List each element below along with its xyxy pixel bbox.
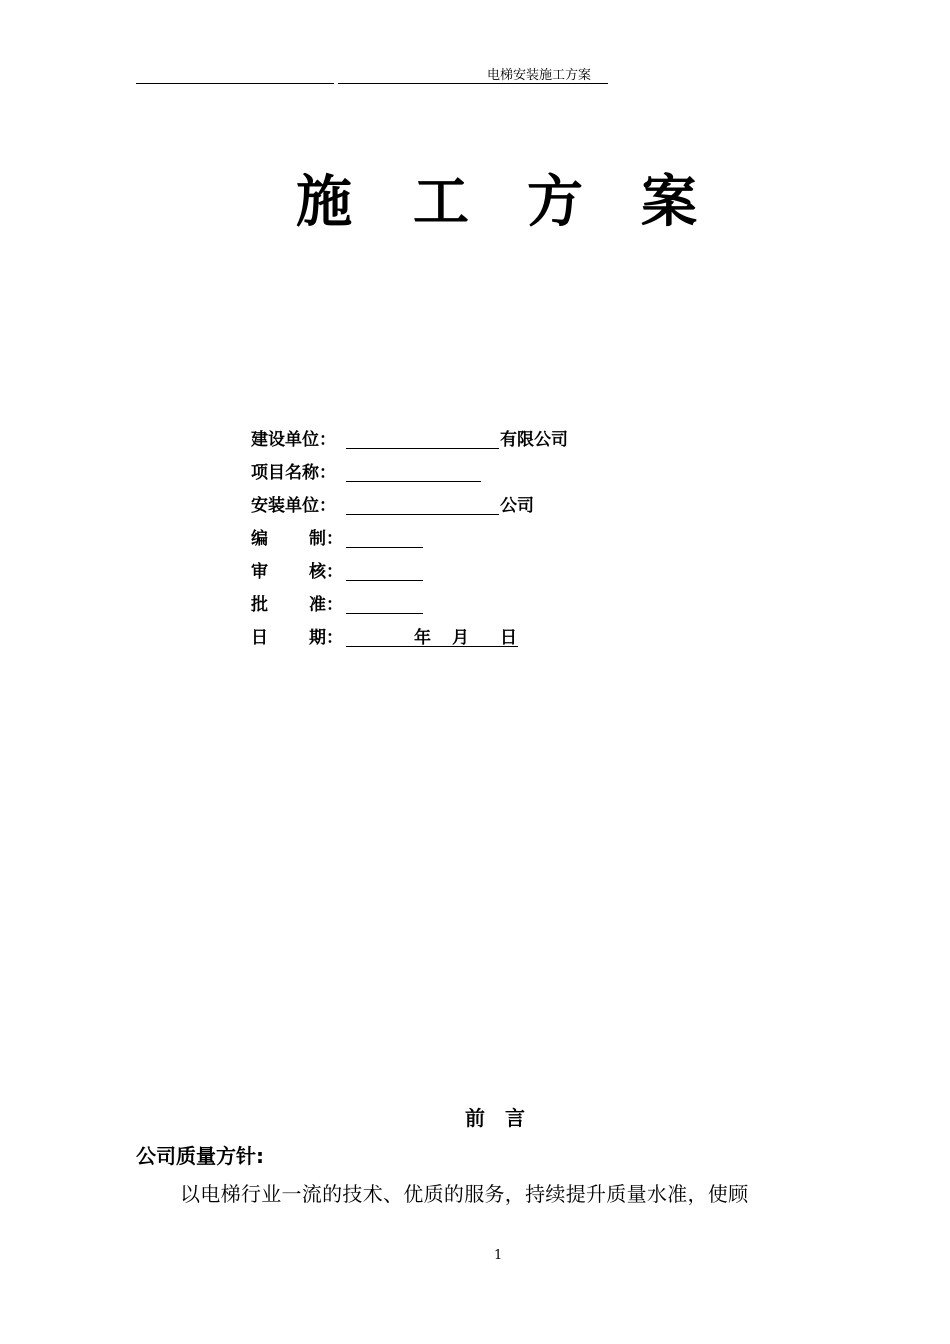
construction-unit-suffix: 有限公司 — [500, 430, 568, 450]
date-day: 日 — [500, 628, 517, 648]
title-char-3: 方 — [527, 170, 583, 235]
install-unit-label: 安装单位： — [251, 496, 336, 516]
date-year: 年 — [414, 628, 431, 648]
header-rule-right — [338, 83, 608, 84]
date-month: 月 — [452, 628, 469, 648]
project-name-label: 项目名称： — [251, 463, 336, 483]
approved-label-b: 准： — [309, 595, 343, 615]
quality-policy-heading: 公司质量方针: — [136, 1144, 264, 1168]
compiled-label-a: 编 — [251, 529, 268, 549]
reviewed-blank — [346, 580, 423, 581]
compiled-blank — [346, 547, 423, 548]
construction-unit-label: 建设单位： — [251, 430, 336, 450]
compiled-label-b: 制： — [309, 529, 343, 549]
date-label-b: 期： — [309, 628, 343, 648]
header-rule-left — [136, 83, 334, 84]
approved-label-a: 批 — [251, 595, 268, 615]
title-char-1: 施 — [296, 170, 352, 235]
date-label-a: 日 — [251, 628, 268, 648]
reviewed-label-b: 核： — [309, 562, 343, 582]
construction-unit-blank — [346, 448, 499, 449]
reviewed-label-a: 审 — [251, 562, 268, 582]
title-char-2: 工 — [413, 170, 469, 235]
preface-title: 前 言 — [465, 1106, 525, 1130]
quality-policy-text: 以电梯行业一流的技术、优质的服务，持续提升质量水准，使顾 — [180, 1182, 749, 1206]
project-name-blank — [346, 481, 481, 482]
install-unit-suffix: 公司 — [500, 496, 534, 516]
page-number: 1 — [494, 1248, 503, 1263]
title-char-4: 案 — [641, 170, 697, 235]
date-blank — [346, 646, 518, 647]
approved-blank — [346, 613, 423, 614]
running-header: 电梯安装施工方案 — [487, 68, 592, 83]
install-unit-blank — [346, 514, 499, 515]
